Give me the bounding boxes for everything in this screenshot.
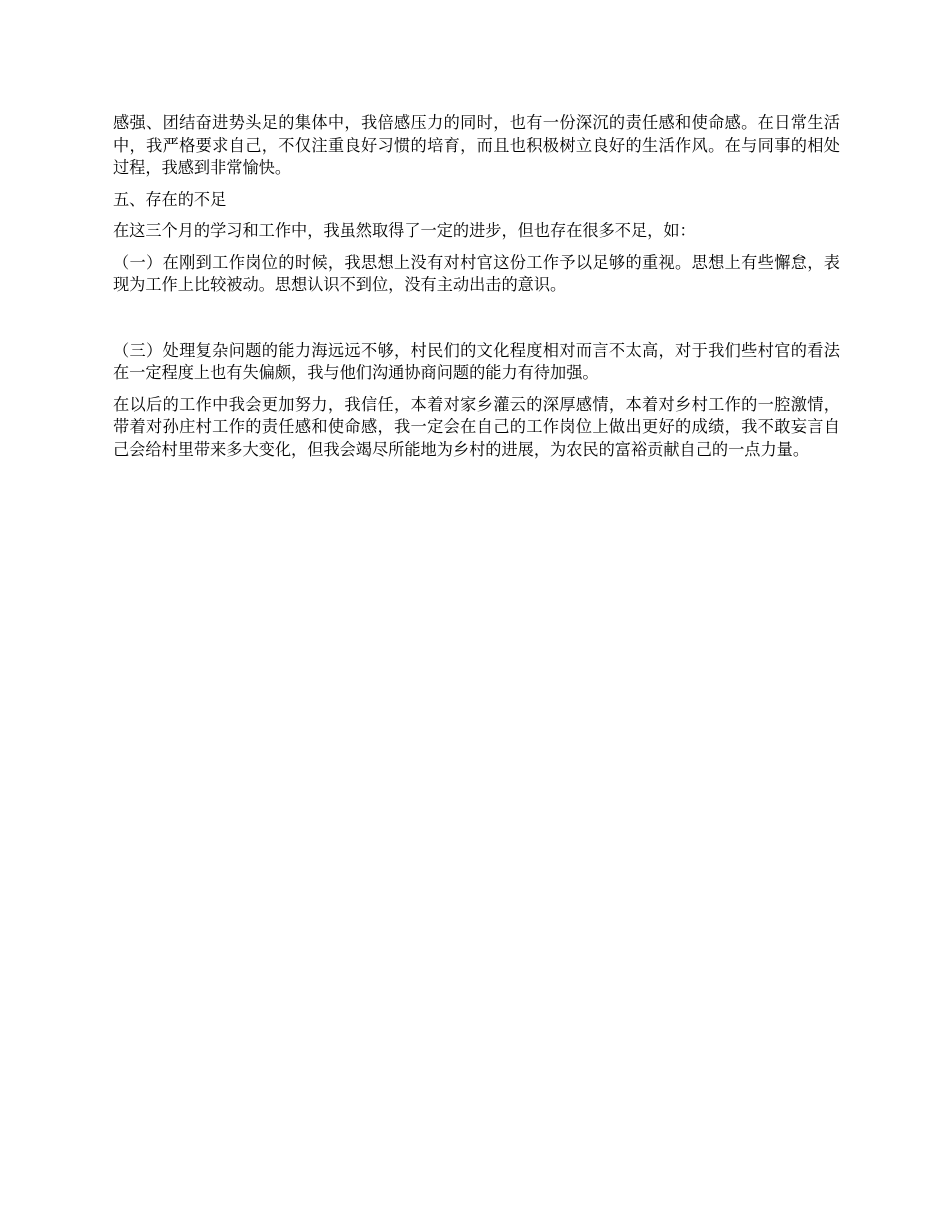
blank-gap xyxy=(113,306,840,340)
document-page xyxy=(113,112,840,470)
paragraph-shortcoming-three: （三）处理复杂问题的能力海远远不够，村民们的文化程度相对而言不太高，对于我们些村官的看法在一定程度上也有失偏颇，我与他们沟通协商问题的能力有待加强。 xyxy=(113,340,840,382)
section-heading-shortcomings: 五、存在的不足 xyxy=(113,189,227,209)
paragraph-shortcoming-one: （一）在刚到工作岗位的时候，我思想上没有对村官这份工作予以足够的重视。思想上有些懈怠，表现为工作上比较被动。思想认识不到位，没有主动出击的意识。 xyxy=(113,252,840,294)
paragraph-collective-responsibility: 感强、团结奋进势头足的集体中，我倍感压力的同时，也有一份深沉的责任感和使命感。在日常生活中，我严格要求自己，不仅注重良好习惯的培育，而且也积极树立良好的生活作风。在与同事的相处过程，我感到非常愉快。 xyxy=(113,113,840,177)
paragraph-shortcomings-intro: 在这三个月的学习和工作中，我虽然取得了一定的进步，但也存在很多不足，如： xyxy=(113,221,696,240)
paragraph-future-commitment: 在以后的工作中我会更加努力，我信任，本着对家乡灌云的深厚感情，本着对乡村工作的一腔激情，带着对孙庄村工作的责任感和使命感，我一定会在自己的工作岗位上做出更好的成绩，我不敢妄言自己会给村里带来多大变化，但我会竭尽所能地为乡村的进展，为农民的富裕贡献自己的一点力量。 xyxy=(113,394,840,459)
